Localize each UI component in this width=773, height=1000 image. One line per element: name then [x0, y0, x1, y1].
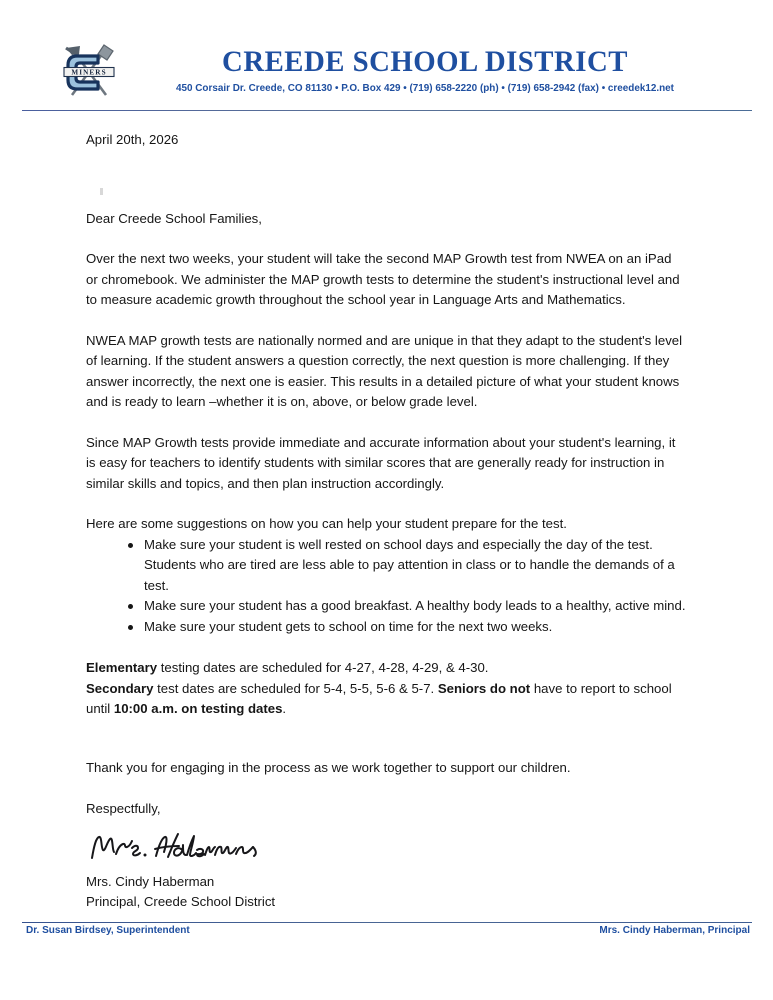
logo-banner-text: MINERS — [71, 68, 107, 77]
report-time-period: . — [282, 701, 287, 716]
letter-body — [86, 130, 686, 913]
list-item: Make sure your student is well rested on school days and especially the day of the test. Students who are tired are less able to pay attention in class or to handle the demands of a test. — [128, 535, 686, 597]
signer-name: Mrs. Cindy Haberman — [86, 873, 215, 889]
paragraph-map-overview: Over the next two weeks, your student will take the second MAP Growth test from NWEA on an iPad or chromebook. We administer the MAP growth tests to determine the student's instructional level and to measure academic growth throughout the school year in Language Arts and Mathematics. — [86, 251, 680, 307]
footer-superintendent: Dr. Susan Birdsey, Superintendent — [26, 925, 190, 936]
district-contact-line: 450 Corsair Dr. Creede, CO 81130 • P.O. Box 429 • (719) 658-2220 (ph) • (719) 658-2942 (fax) • creedek12.net — [176, 82, 674, 94]
page-footer — [26, 925, 750, 936]
paragraph-adaptive-testing: NWEA MAP growth tests are nationally normed and are unique in that they adapt to the student's level of learning. If the student answers a question correctly, the next question is more challenging. If they answer incorrectly, the next one is easier. This results in a detailed picture of what your student knows and is ready to learn –whether it is on, above, or below grade level. — [86, 332, 683, 409]
report-time-label: 10:00 a.m. on testing dates — [113, 701, 283, 716]
letterhead-text — [120, 46, 730, 94]
district-title: CREEDE SCHOOL DISTRICT — [222, 45, 628, 78]
seniors-label: Seniors do not — [437, 680, 531, 696]
list-item: Make sure your student gets to school on time for the next two weeks. — [128, 617, 686, 638]
elementary-label: Elementary — [86, 660, 158, 675]
seniors-text: have to report to school until — [86, 680, 672, 716]
closing-salutation: Respectfully, — [86, 801, 161, 816]
header-divider — [22, 110, 752, 111]
letterhead — [0, 0, 773, 112]
signature-image — [86, 820, 686, 870]
paragraph-teacher-benefit: Since MAP Growth tests provide immediate and accurate information about your student's learning, it is easy for teachers to identify students with similar scores that are generally ready for instruction in similar skills and topics, and then plan instruction accordingly. — [86, 434, 676, 491]
closing-thanks: Thank you for engaging in the process as we work together to support our children. — [86, 759, 571, 775]
elementary-dates-line — [86, 658, 686, 679]
secondary-dates-text: test dates are scheduled for 5-4, 5-5, 5-6 & 5-7. — [153, 680, 438, 696]
suggestions-list — [86, 535, 686, 638]
footer-principal: Mrs. Cindy Haberman, Principal — [599, 925, 750, 936]
elementary-dates-text: testing dates are scheduled for 4-27, 4-28, 4-29, & 4-30. — [157, 660, 489, 675]
letter-date: April 20th, 2026 — [86, 132, 179, 147]
creede-miners-logo-icon — [60, 43, 118, 101]
signer-title: Principal, Creede School District — [86, 894, 276, 909]
testing-dates-block — [86, 637, 686, 720]
letter-salutation: Dear Creede School Families, — [86, 210, 262, 226]
list-item: Make sure your student has a good breakfast. A healthy body leads to a healthy, active mind. — [128, 596, 686, 617]
signer-block — [86, 870, 686, 913]
footer-divider — [22, 922, 752, 923]
secondary-dates-line — [86, 681, 672, 717]
secondary-label: Secondary — [86, 680, 154, 696]
suggestions-intro: Here are some suggestions on how you can help your student prepare for the test. — [86, 516, 567, 531]
